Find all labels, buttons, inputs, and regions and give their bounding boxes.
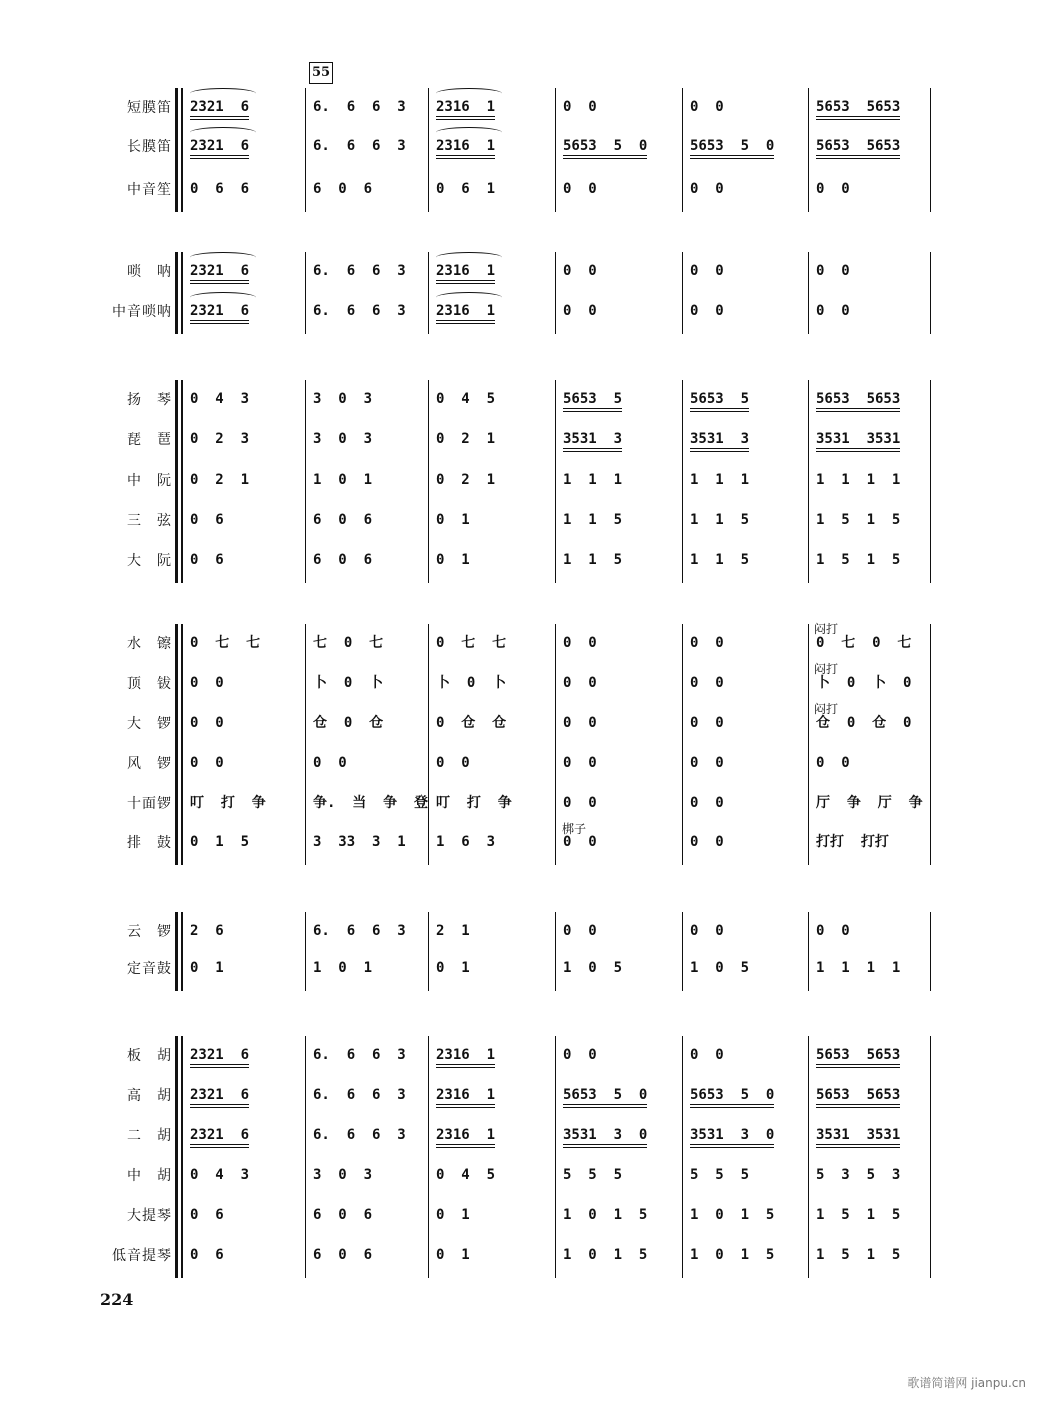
instrument-label: 云 锣 [127,924,172,940]
slur [436,252,502,263]
annotation: 闷打 [814,702,839,716]
slur [190,292,256,303]
measure-cell: 5 3 5 3 [816,1167,901,1183]
measure-cell: 0 七 0 七 [816,635,912,651]
measure-cell: 6 0 6 [313,1247,373,1263]
watermark: 歌谱简谱网 jianpu.cn [907,1376,1026,1390]
measure-cell: 6 0 6 [313,552,373,568]
slur [190,127,256,138]
barline [182,624,183,865]
measure-cell: 0 2 1 [436,472,496,488]
group-brace [175,252,178,334]
annotation: 梆子 [562,822,587,836]
measure-cell: 6. 6 6 3 [313,138,406,154]
slur [190,252,256,263]
measure-cell: 1 0 5 [563,960,623,976]
measure-cell: 1 6 3 [436,834,496,850]
measure-cell: 0 0 [563,181,597,197]
instrument-label: 三 弦 [127,513,172,529]
barline [555,380,556,583]
measure-cell: 0 1 [436,552,470,568]
measure-cell: 0 6 [190,552,224,568]
barline [808,624,809,865]
measure-cell: 卜 0 卜 0 [816,675,912,691]
barline [682,88,683,212]
measure-cell: 0 0 [563,99,597,115]
measure-cell: 6. 6 6 3 [313,303,406,319]
measure-cell: 3531 3 0 [563,1127,647,1148]
measure-cell: 3 0 3 [313,1167,373,1183]
measure-cell: 1 0 1 5 [563,1207,648,1223]
measure-cell: 3531 3 0 [690,1127,774,1148]
barline [930,624,931,865]
instrument-label: 高 胡 [127,1088,172,1104]
measure-cell: 5653 5653 [816,391,900,412]
measure-cell: 2321 6 [190,303,249,324]
barline [930,380,931,583]
instrument-label: 扬 琴 [127,392,172,408]
measure-cell: 0 0 [816,755,850,771]
measure-cell: 2316 1 [436,1087,495,1108]
measure-cell: 0 0 [690,834,724,850]
measure-cell: 3531 3 [690,431,749,452]
measure-cell: 0 0 [690,303,724,319]
measure-cell: 0 0 [690,181,724,197]
instrument-label: 中 胡 [127,1168,172,1184]
measure-cell: 1 0 1 5 [563,1247,648,1263]
instrument-label: 排 鼓 [127,835,172,851]
barline [930,252,931,334]
measure-cell: 5653 5 [563,391,622,412]
measure-cell: 0 0 [690,923,724,939]
rehearsal-mark: 55 [309,62,333,84]
barline [555,912,556,991]
measure-cell: 6. 6 6 3 [313,923,406,939]
measure-cell: 0 0 [690,675,724,691]
measure-cell: 打打 打打 [816,834,889,850]
barline [305,624,306,865]
measure-cell: 1 1 5 [563,552,623,568]
measure-cell: 0 0 [690,755,724,771]
barline [428,912,429,991]
measure-cell: 5653 5653 [816,1087,900,1108]
barline [808,912,809,991]
measure-cell: 0 七 七 [190,635,261,651]
measure-cell: 0 2 1 [436,431,496,447]
instrument-label: 大 阮 [127,553,172,569]
instrument-label: 水 镲 [127,636,172,652]
measure-cell: 3531 3 [563,431,622,452]
instrument-label: 低音提琴 [112,1248,172,1264]
measure-cell: 0 0 [690,795,724,811]
measure-cell: 1 0 1 [313,472,373,488]
measure-cell: 1 1 5 [690,512,750,528]
barline [305,912,306,991]
barline [808,1036,809,1278]
measure-cell: 0 0 [816,923,850,939]
group-brace [175,1036,178,1278]
measure-cell: 0 七 七 [436,635,507,651]
measure-cell: 0 0 [563,755,597,771]
measure-cell: 6. 6 6 3 [313,99,406,115]
measure-cell: 卜 0 卜 [313,675,384,691]
measure-cell: 0 1 [190,960,224,976]
barline [930,88,931,212]
measure-cell: 0 0 [563,1047,597,1063]
measure-cell: 5653 5653 [816,1047,900,1068]
annotation: 闷打 [814,622,839,636]
measure-cell: 1 1 1 [690,472,750,488]
measure-cell: 1 1 5 [563,512,623,528]
barline [305,380,306,583]
measure-cell: 2321 6 [190,138,249,159]
measure-cell: 2321 6 [190,1127,249,1148]
measure-cell: 2321 6 [190,99,249,120]
instrument-label: 长膜笛 [127,139,172,155]
barline [182,912,183,991]
slur [436,127,502,138]
barline [682,1036,683,1278]
measure-cell: 5653 5 0 [563,1087,647,1108]
barline [555,624,556,865]
measure-cell: 5653 5653 [816,99,900,120]
measure-cell: 1 0 1 5 [690,1207,775,1223]
measure-cell: 1 1 1 1 [816,960,901,976]
measure-cell: 0 4 5 [436,1167,496,1183]
measure-cell: 0 4 5 [436,391,496,407]
barline [428,1036,429,1278]
barline [682,380,683,583]
measure-cell: 争. 当 争 登 [313,795,429,811]
annotation: 闷打 [814,662,839,676]
measure-cell: 3 33 3 1 [313,834,406,850]
measure-cell: 3531 3531 [816,1127,900,1148]
measure-cell: 0 6 [190,512,224,528]
measure-cell: 6 0 6 [313,512,373,528]
barline [930,1036,931,1278]
instrument-label: 琵 琶 [127,432,172,448]
measure-cell: 0 0 [816,181,850,197]
barline [555,88,556,212]
measure-cell: 0 1 [436,1207,470,1223]
measure-cell: 叮 打 争 [190,795,266,811]
measure-cell: 0 0 [690,715,724,731]
measure-cell: 七 0 七 [313,635,384,651]
barline [682,624,683,865]
measure-cell: 3 0 3 [313,391,373,407]
measure-cell: 0 0 [190,715,224,731]
measure-cell: 2316 1 [436,303,495,324]
measure-cell: 0 0 [313,755,347,771]
measure-cell: 0 0 [816,303,850,319]
instrument-label: 唢 呐 [127,264,172,280]
measure-cell: 5653 5 0 [690,138,774,159]
measure-cell: 0 0 [563,263,597,279]
instrument-label: 短膜笛 [127,100,172,116]
measure-cell: 0 0 [816,263,850,279]
measure-cell: 0 2 1 [190,472,250,488]
measure-cell: 2321 6 [190,1047,249,1068]
measure-cell: 叮 打 争 [436,795,512,811]
measure-cell: 1 0 5 [690,960,750,976]
measure-cell: 5653 5 0 [690,1087,774,1108]
measure-cell: 卜 0 卜 [436,675,507,691]
measure-cell: 0 6 [190,1207,224,1223]
barline [428,624,429,865]
measure-cell: 1 0 1 [313,960,373,976]
measure-cell: 0 1 [436,512,470,528]
measure-cell: 2316 1 [436,99,495,120]
measure-cell: 6. 6 6 3 [313,1047,406,1063]
instrument-label: 十面锣 [127,796,172,812]
measure-cell: 0 0 [436,755,470,771]
measure-cell: 0 1 [436,1247,470,1263]
measure-cell: 3531 3531 [816,431,900,452]
measure-cell: 5 5 5 [563,1167,623,1183]
instrument-label: 中 阮 [127,473,172,489]
measure-cell: 0 0 [563,834,597,850]
measure-cell: 仓 0 仓 0 [816,715,912,731]
measure-cell: 3 0 3 [313,431,373,447]
barline [182,1036,183,1278]
measure-cell: 2316 1 [436,138,495,159]
instrument-label: 大 锣 [127,716,172,732]
barline [555,252,556,334]
measure-cell: 0 0 [690,99,724,115]
instrument-label: 中音笙 [127,182,172,198]
measure-cell: 5653 5 0 [563,138,647,159]
measure-cell: 2316 1 [436,1047,495,1068]
measure-cell: 5653 5 [690,391,749,412]
measure-cell: 1 5 1 5 [816,1247,901,1263]
measure-cell: 0 0 [563,923,597,939]
instrument-label: 大提琴 [127,1208,172,1224]
barline [808,252,809,334]
measure-cell: 1 5 1 5 [816,512,901,528]
barline [182,380,183,583]
measure-cell: 6. 6 6 3 [313,1127,406,1143]
measure-cell: 5653 5653 [816,138,900,159]
measure-cell: 2316 1 [436,1127,495,1148]
measure-cell: 2 6 [190,923,224,939]
measure-cell: 0 6 1 [436,181,496,197]
barline [428,380,429,583]
barline [808,380,809,583]
barline [682,252,683,334]
instrument-label: 风 锣 [127,756,172,772]
measure-cell: 2316 1 [436,263,495,284]
instrument-label: 二 胡 [127,1128,172,1144]
instrument-label: 板 胡 [127,1048,172,1064]
barline [428,252,429,334]
slur [436,292,502,303]
measure-cell: 6. 6 6 3 [313,263,406,279]
measure-cell: 1 1 1 1 [816,472,901,488]
measure-cell: 0 0 [563,795,597,811]
barline [808,88,809,212]
group-brace [175,912,178,991]
barline [305,1036,306,1278]
group-brace [175,380,178,583]
barline [305,88,306,212]
measure-cell: 0 0 [563,675,597,691]
measure-cell: 仓 0 仓 [313,715,384,731]
measure-cell: 0 1 5 [190,834,250,850]
instrument-label: 顶 钹 [127,676,172,692]
instrument-label: 定音鼓 [127,961,172,977]
measure-cell: 厅 争 厅 争 [816,795,923,811]
measure-cell: 1 0 1 5 [690,1247,775,1263]
barline [428,88,429,212]
measure-cell: 0 0 [563,635,597,651]
barline [930,912,931,991]
instrument-label: 中音唢呐 [112,304,172,320]
group-brace [175,624,178,865]
measure-cell: 0 0 [563,715,597,731]
group-brace [175,88,178,212]
measure-cell: 1 5 1 5 [816,552,901,568]
barline [182,88,183,212]
barline [182,252,183,334]
measure-cell: 0 0 [190,675,224,691]
measure-cell: 0 0 [690,635,724,651]
measure-cell: 0 1 [436,960,470,976]
measure-cell: 1 1 5 [690,552,750,568]
measure-cell: 0 0 [690,263,724,279]
barline [682,912,683,991]
measure-cell: 5 5 5 [690,1167,750,1183]
measure-cell: 0 4 3 [190,1167,250,1183]
measure-cell: 1 1 1 [563,472,623,488]
measure-cell: 2321 6 [190,1087,249,1108]
measure-cell: 0 6 [190,1247,224,1263]
barline [305,252,306,334]
measure-cell: 0 0 [690,1047,724,1063]
measure-cell: 1 5 1 5 [816,1207,901,1223]
slur [190,88,256,99]
slur [436,88,502,99]
measure-cell: 0 6 6 [190,181,250,197]
measure-cell: 6 0 6 [313,1207,373,1223]
barline [555,1036,556,1278]
measure-cell: 2 1 [436,923,470,939]
measure-cell: 0 2 3 [190,431,250,447]
measure-cell: 2321 6 [190,263,249,284]
measure-cell: 6. 6 6 3 [313,1087,406,1103]
page-number: 224 [100,1290,134,1309]
measure-cell: 6 0 6 [313,181,373,197]
measure-cell: 0 仓 仓 [436,715,507,731]
measure-cell: 0 4 3 [190,391,250,407]
measure-cell: 0 0 [190,755,224,771]
measure-cell: 0 0 [563,303,597,319]
